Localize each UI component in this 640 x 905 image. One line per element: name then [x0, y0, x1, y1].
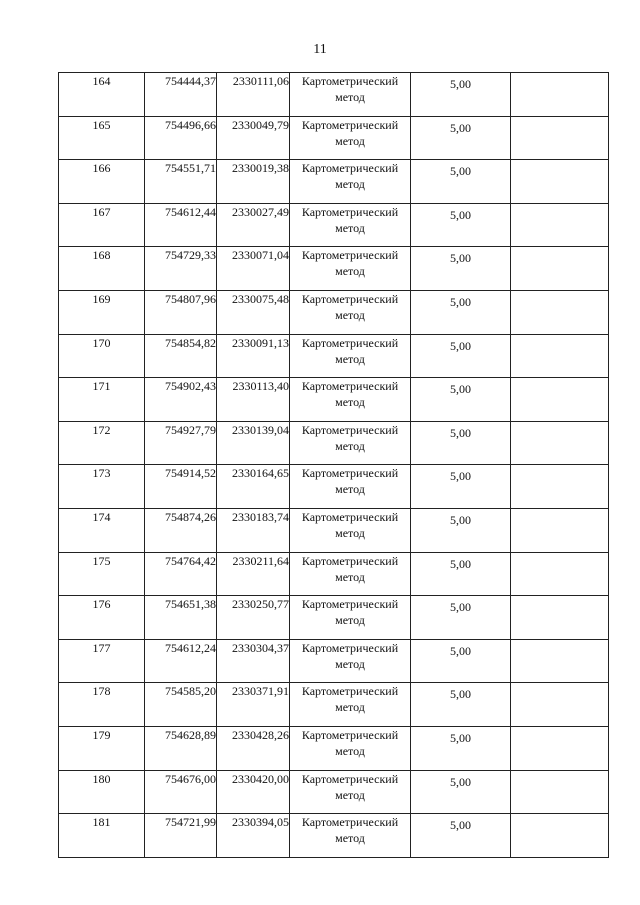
- table-row: [59, 73, 609, 117]
- note-cell: [511, 378, 609, 422]
- point-number-cell: [59, 160, 145, 204]
- point-number-cell-text: 178: [92, 684, 111, 699]
- y-coordinate-cell-text: 2330371,91: [232, 684, 289, 699]
- point-number-cell-text: 170: [92, 335, 111, 350]
- point-number-cell-text: 171: [92, 379, 111, 394]
- y-coordinate-cell: [217, 814, 290, 858]
- note-cell: [511, 290, 609, 334]
- table-row: [59, 421, 609, 465]
- x-coordinate-cell-text: 754807,96: [165, 291, 216, 306]
- y-coordinate-cell: [217, 596, 290, 640]
- y-coordinate-cell-text: 2330183,74: [232, 509, 289, 524]
- y-coordinate-cell-text: 2330394,05: [232, 815, 289, 830]
- y-coordinate-cell-text: 2330111,06: [232, 74, 289, 88]
- y-coordinate-cell-text: 2330049,79: [232, 117, 289, 132]
- y-coordinate-cell: [217, 73, 290, 117]
- point-number-cell: [59, 421, 145, 465]
- point-number-cell: [59, 814, 145, 858]
- accuracy-cell-text: 5,00: [450, 338, 471, 353]
- accuracy-cell: [411, 160, 511, 204]
- method-cell: [290, 814, 411, 858]
- point-number-cell: [59, 639, 145, 683]
- method-cell-text: Картометрический метод: [301, 640, 399, 671]
- method-cell: [290, 73, 411, 117]
- x-coordinate-cell: [145, 421, 217, 465]
- table-row: [59, 247, 609, 291]
- x-coordinate-cell-text: 754651,38: [165, 597, 216, 612]
- accuracy-cell-text: 5,00: [450, 251, 471, 266]
- y-coordinate-cell: [217, 552, 290, 596]
- coordinates-table: [58, 72, 609, 858]
- table-row: [59, 203, 609, 247]
- note-cell: [511, 73, 609, 117]
- x-coordinate-cell-text: 754628,89: [165, 727, 216, 742]
- method-cell-text: Картометрический метод: [301, 771, 399, 802]
- x-coordinate-cell: [145, 116, 217, 160]
- x-coordinate-cell: [145, 334, 217, 378]
- x-coordinate-cell: [145, 290, 217, 334]
- accuracy-cell: [411, 116, 511, 160]
- table-row: [59, 596, 609, 640]
- point-number-cell-text: 181: [92, 815, 111, 830]
- x-coordinate-cell-text: 754902,43: [165, 379, 216, 394]
- table-row: [59, 334, 609, 378]
- x-coordinate-cell-text: 754551,71: [165, 161, 216, 176]
- x-coordinate-cell-text: 754444,37: [165, 74, 216, 88]
- accuracy-cell-text: 5,00: [450, 164, 471, 179]
- x-coordinate-cell: [145, 683, 217, 727]
- accuracy-cell-text: 5,00: [450, 774, 471, 789]
- point-number-cell-text: 164: [92, 74, 111, 88]
- x-coordinate-cell: [145, 73, 217, 117]
- accuracy-cell: [411, 378, 511, 422]
- point-number-cell-text: 177: [92, 640, 111, 655]
- accuracy-cell-text: 5,00: [450, 600, 471, 615]
- y-coordinate-cell-text: 2330075,48: [232, 291, 289, 306]
- y-coordinate-cell-text: 2330071,04: [232, 248, 289, 263]
- point-number-cell-text: 179: [92, 727, 111, 742]
- table-row: [59, 726, 609, 770]
- accuracy-cell: [411, 508, 511, 552]
- x-coordinate-cell: [145, 508, 217, 552]
- accuracy-cell-text: 5,00: [450, 687, 471, 702]
- method-cell-text: Картометрический метод: [301, 335, 399, 366]
- method-cell-text: Картометрический метод: [301, 161, 399, 192]
- table-row: [59, 290, 609, 334]
- method-cell: [290, 639, 411, 683]
- point-number-cell-text: 166: [92, 161, 111, 176]
- x-coordinate-cell-text: 754914,52: [165, 466, 216, 481]
- y-coordinate-cell-text: 2330420,00: [232, 771, 289, 786]
- note-cell: [511, 814, 609, 858]
- method-cell-text: Картометрический метод: [301, 422, 399, 453]
- point-number-cell: [59, 770, 145, 814]
- point-number-cell-text: 174: [92, 509, 111, 524]
- point-number-cell-text: 165: [92, 117, 111, 132]
- method-cell: [290, 770, 411, 814]
- point-number-cell: [59, 508, 145, 552]
- table-row: [59, 160, 609, 204]
- y-coordinate-cell-text: 2330019,38: [232, 161, 289, 176]
- method-cell: [290, 552, 411, 596]
- accuracy-cell-text: 5,00: [450, 730, 471, 745]
- y-coordinate-cell: [217, 203, 290, 247]
- note-cell: [511, 116, 609, 160]
- x-coordinate-cell: [145, 726, 217, 770]
- y-coordinate-cell-text: 2330139,04: [232, 422, 289, 437]
- method-cell-text: Картометрический метод: [301, 74, 399, 104]
- accuracy-cell: [411, 203, 511, 247]
- y-coordinate-cell-text: 2330113,40: [232, 379, 289, 394]
- accuracy-cell: [411, 73, 511, 117]
- method-cell-text: Картометрический метод: [301, 727, 399, 758]
- y-coordinate-cell: [217, 421, 290, 465]
- point-number-cell-text: 180: [92, 771, 111, 786]
- y-coordinate-cell: [217, 334, 290, 378]
- point-number-cell: [59, 378, 145, 422]
- accuracy-cell-text: 5,00: [450, 207, 471, 222]
- accuracy-cell: [411, 814, 511, 858]
- x-coordinate-cell-text: 754585,20: [165, 684, 216, 699]
- accuracy-cell-text: 5,00: [450, 120, 471, 135]
- x-coordinate-cell-text: 754721,99: [165, 815, 216, 830]
- accuracy-cell: [411, 639, 511, 683]
- y-coordinate-cell-text: 2330211,64: [232, 553, 289, 568]
- table-row: [59, 639, 609, 683]
- note-cell: [511, 203, 609, 247]
- accuracy-cell: [411, 421, 511, 465]
- accuracy-cell-text: 5,00: [450, 818, 471, 833]
- table-row: [59, 552, 609, 596]
- x-coordinate-cell: [145, 814, 217, 858]
- table-row: [59, 770, 609, 814]
- x-coordinate-cell-text: 754764,42: [165, 553, 216, 568]
- point-number-cell-text: 172: [92, 422, 111, 437]
- accuracy-cell-text: 5,00: [450, 294, 471, 309]
- x-coordinate-cell-text: 754612,44: [165, 204, 216, 219]
- y-coordinate-cell: [217, 378, 290, 422]
- y-coordinate-cell: [217, 290, 290, 334]
- y-coordinate-cell: [217, 116, 290, 160]
- y-coordinate-cell-text: 2330304,37: [232, 640, 289, 655]
- accuracy-cell-text: 5,00: [450, 425, 471, 440]
- point-number-cell: [59, 290, 145, 334]
- y-coordinate-cell-text: 2330250,77: [232, 597, 289, 612]
- table-row: [59, 116, 609, 160]
- method-cell: [290, 247, 411, 291]
- y-coordinate-cell: [217, 247, 290, 291]
- x-coordinate-cell-text: 754676,00: [165, 771, 216, 786]
- accuracy-cell: [411, 552, 511, 596]
- y-coordinate-cell: [217, 726, 290, 770]
- accuracy-cell-text: 5,00: [450, 469, 471, 484]
- accuracy-cell-text: 5,00: [450, 382, 471, 397]
- method-cell-text: Картометрический метод: [301, 597, 399, 628]
- point-number-cell-text: 168: [92, 248, 111, 263]
- method-cell: [290, 290, 411, 334]
- y-coordinate-cell: [217, 770, 290, 814]
- table-row: [59, 508, 609, 552]
- point-number-cell: [59, 596, 145, 640]
- note-cell: [511, 683, 609, 727]
- note-cell: [511, 465, 609, 509]
- y-coordinate-cell-text: 2330164,65: [232, 466, 289, 481]
- accuracy-cell: [411, 683, 511, 727]
- table-row: [59, 814, 609, 858]
- method-cell: [290, 203, 411, 247]
- note-cell: [511, 726, 609, 770]
- note-cell: [511, 596, 609, 640]
- y-coordinate-cell: [217, 639, 290, 683]
- accuracy-cell-text: 5,00: [450, 643, 471, 658]
- y-coordinate-cell: [217, 683, 290, 727]
- x-coordinate-cell-text: 754612,24: [165, 640, 216, 655]
- accuracy-cell: [411, 247, 511, 291]
- method-cell: [290, 116, 411, 160]
- method-cell: [290, 465, 411, 509]
- y-coordinate-cell: [217, 465, 290, 509]
- point-number-cell: [59, 247, 145, 291]
- x-coordinate-cell: [145, 770, 217, 814]
- y-coordinate-cell-text: 2330091,13: [232, 335, 289, 350]
- y-coordinate-cell-text: 2330428,26: [232, 727, 289, 742]
- point-number-cell: [59, 465, 145, 509]
- point-number-cell: [59, 552, 145, 596]
- x-coordinate-cell-text: 754854,82: [165, 335, 216, 350]
- method-cell-text: Картометрический метод: [301, 204, 399, 235]
- accuracy-cell-text: 5,00: [450, 556, 471, 571]
- method-cell-text: Картометрический метод: [301, 553, 399, 584]
- method-cell: [290, 726, 411, 770]
- point-number-cell: [59, 683, 145, 727]
- point-number-cell-text: 169: [92, 291, 111, 306]
- method-cell: [290, 683, 411, 727]
- point-number-cell: [59, 203, 145, 247]
- x-coordinate-cell-text: 754729,33: [165, 248, 216, 263]
- point-number-cell-text: 176: [92, 597, 111, 612]
- point-number-cell: [59, 726, 145, 770]
- method-cell: [290, 378, 411, 422]
- coordinates-table-body: [59, 73, 609, 858]
- method-cell: [290, 508, 411, 552]
- method-cell-text: Картометрический метод: [301, 815, 399, 846]
- accuracy-cell: [411, 290, 511, 334]
- accuracy-cell-text: 5,00: [450, 512, 471, 527]
- x-coordinate-cell: [145, 465, 217, 509]
- x-coordinate-cell: [145, 552, 217, 596]
- x-coordinate-cell: [145, 203, 217, 247]
- method-cell: [290, 160, 411, 204]
- x-coordinate-cell: [145, 247, 217, 291]
- x-coordinate-cell-text: 754927,79: [165, 422, 216, 437]
- x-coordinate-cell: [145, 596, 217, 640]
- point-number-cell: [59, 116, 145, 160]
- method-cell-text: Картометрический метод: [301, 509, 399, 540]
- note-cell: [511, 334, 609, 378]
- note-cell: [511, 770, 609, 814]
- accuracy-cell-text: 5,00: [450, 77, 471, 91]
- point-number-cell-text: 173: [92, 466, 111, 481]
- method-cell-text: Картометрический метод: [301, 248, 399, 279]
- table-row: [59, 378, 609, 422]
- method-cell-text: Картометрический метод: [301, 117, 399, 148]
- note-cell: [511, 508, 609, 552]
- accuracy-cell: [411, 596, 511, 640]
- y-coordinate-cell: [217, 508, 290, 552]
- table-row: [59, 683, 609, 727]
- y-coordinate-cell: [217, 160, 290, 204]
- note-cell: [511, 160, 609, 204]
- method-cell: [290, 334, 411, 378]
- table-row: [59, 465, 609, 509]
- method-cell-text: Картометрический метод: [301, 379, 399, 410]
- point-number-cell: [59, 334, 145, 378]
- accuracy-cell: [411, 334, 511, 378]
- point-number-cell-text: 167: [92, 204, 111, 219]
- y-coordinate-cell-text: 2330027,49: [232, 204, 289, 219]
- x-coordinate-cell: [145, 378, 217, 422]
- method-cell: [290, 596, 411, 640]
- page-number: 11: [313, 42, 327, 57]
- method-cell-text: Картометрический метод: [301, 684, 399, 715]
- note-cell: [511, 639, 609, 683]
- x-coordinate-cell: [145, 639, 217, 683]
- x-coordinate-cell: [145, 160, 217, 204]
- note-cell: [511, 247, 609, 291]
- x-coordinate-cell-text: 754496,66: [165, 117, 216, 132]
- method-cell-text: Картометрический метод: [301, 466, 399, 497]
- note-cell: [511, 552, 609, 596]
- note-cell: [511, 421, 609, 465]
- method-cell-text: Картометрический метод: [301, 291, 399, 322]
- accuracy-cell: [411, 465, 511, 509]
- point-number-cell: [59, 73, 145, 117]
- accuracy-cell: [411, 770, 511, 814]
- x-coordinate-cell-text: 754874,26: [165, 509, 216, 524]
- point-number-cell-text: 175: [92, 553, 111, 568]
- accuracy-cell: [411, 726, 511, 770]
- method-cell: [290, 421, 411, 465]
